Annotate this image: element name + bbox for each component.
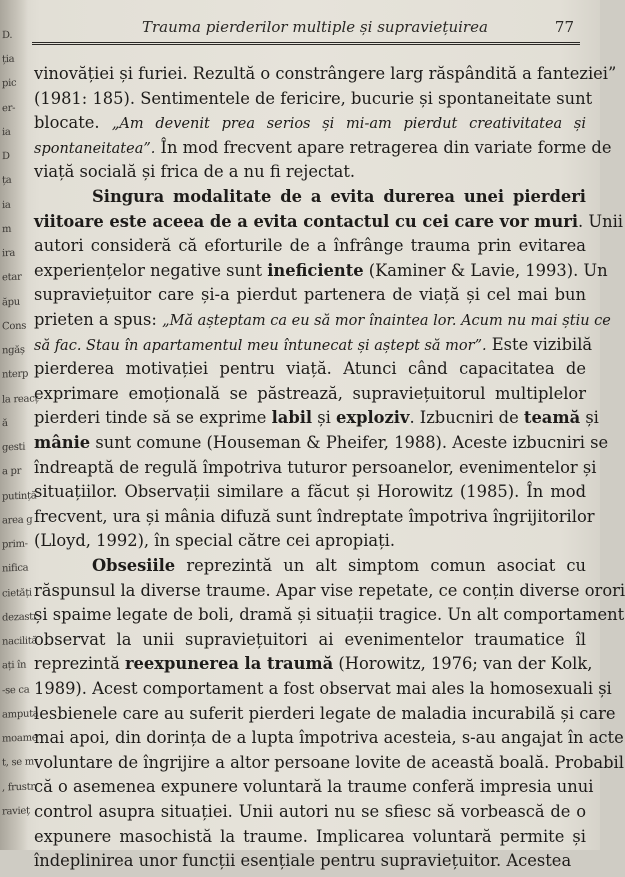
running-header	[32, 12, 580, 45]
italic-quote: „Mă așteptam ca eu să mor înaintea lor. Acum nu mai știu ce	[162, 313, 611, 329]
text-line	[34, 630, 586, 656]
text-run: vinovăției și furiei. Rezultă o constrângere larg răspândită a fanteziei”	[34, 64, 617, 83]
bleed-fragment: dezastr	[2, 611, 38, 624]
header-title: Trauma pierderilor multiple și supraviețuirea	[142, 18, 488, 36]
bleed-fragment: D	[2, 151, 10, 163]
bleed-fragment: t, se m	[2, 756, 34, 769]
bleed-fragment: gesti	[2, 441, 26, 454]
bold-emphasis: ineficiente	[267, 260, 364, 280]
text-run: și spaime legate de boli, dramă și situații tragice. Un alt comportament	[34, 605, 625, 625]
text-line	[34, 162, 586, 188]
bleed-fragment: ia	[2, 126, 11, 139]
italic-quote: spontaneitatea”.	[34, 140, 156, 157]
bleed-fragment: la reacț	[2, 392, 39, 406]
text-run: îndreaptă de regulă împotriva tuturor persoanelor, evenimentelor și	[34, 457, 597, 477]
text-run: pierderi tinde să se exprime	[34, 408, 272, 428]
bleed-fragment: nifica	[2, 562, 29, 575]
bleed-fragment: ia	[2, 199, 11, 211]
text-run: situațiilor. Observații similare a făcut și Horowitz (1985). În mod	[34, 482, 586, 502]
bleed-fragment: Cons	[2, 320, 27, 333]
text-line	[34, 580, 625, 607]
text-run: și	[580, 408, 599, 428]
text-run: (Lloyd, 1992), în special către cei apropiați.	[34, 531, 396, 551]
text-run: (1981: 185). Sentimentele de fericire, bucurie și spontaneitate sunt	[34, 88, 593, 108]
text-run: . Unii	[578, 211, 623, 231]
text-line	[34, 752, 624, 779]
text-run: îndeplinirea unor funcții esențiale pentru supraviețuitor. Acestea	[34, 851, 572, 871]
text-run: viață socială și frica de a nu fi rejectat.	[34, 162, 356, 182]
bleed-fragment: ă	[2, 417, 8, 429]
text-line	[34, 482, 586, 508]
bleed-fragment: etar	[2, 272, 22, 284]
text-run: control asupra situației. Unii autori nu se sfiesc să vorbească de o	[34, 802, 586, 821]
text-run: mai apoi, din dorința de a lupta împotriva acesteia, s-au angajat în acte	[34, 728, 624, 748]
bleed-fragment: D.	[2, 29, 13, 42]
bleed-fragment: ravieț	[2, 805, 30, 818]
page-number: 77	[554, 18, 574, 36]
text-line	[34, 802, 586, 828]
text-run: (Kaminer & Lavie, 1993). Un	[363, 260, 608, 280]
bleed-fragment: putință	[2, 489, 37, 503]
text-run: și	[312, 408, 337, 428]
facing-page-bleed	[0, 0, 39, 850]
text-line	[34, 187, 586, 213]
bleed-fragment: ța	[2, 175, 12, 187]
text-run: experiențelor negative sunt	[34, 260, 268, 280]
text-line	[34, 703, 616, 730]
text-run: reprezintă	[34, 654, 125, 674]
text-run: voluntare de îngrijire a altor persoane lovite de această boală. Probabil	[34, 752, 624, 772]
text-run: frecvent, ura și mânia difuză sunt îndreptate împotriva îngrijitorilor	[34, 506, 595, 526]
text-line	[34, 285, 586, 311]
bold-emphasis: exploziv	[336, 408, 410, 428]
text-run: În mod frecvent apare retragerea din variate forme de	[155, 137, 612, 157]
text-run: exprimare emoțională se păstrează, supraviețuitorul multiplelor	[34, 383, 586, 403]
text-run: 1989). Acest comportament a fost observat mai ales la homosexuali și	[34, 679, 612, 698]
bleed-fragment: ngăș	[2, 344, 25, 357]
text-line	[34, 531, 586, 557]
text-run: prieten a spus:	[34, 310, 163, 329]
text-line	[34, 88, 593, 115]
text-run: observat la unii supraviețuitori ai evenimentelor traumatice îl	[34, 629, 586, 649]
bleed-fragment: moame	[2, 732, 38, 745]
bleed-fragment: , frustr	[2, 780, 35, 794]
bold-emphasis: Singura modalitate de a evita durerea unei pierderi	[92, 187, 586, 206]
bleed-fragment: m	[2, 223, 12, 236]
bleed-fragment: area g	[2, 514, 33, 527]
text-line	[34, 137, 612, 164]
bold-emphasis: labil	[271, 408, 313, 428]
text-line	[34, 851, 586, 877]
text-run: supraviețuitor care și-a pierdut partenera de viață și cel mai bun	[34, 285, 586, 305]
text-run: expunere masochistă la traume. Implicarea voluntară permite și	[34, 826, 586, 846]
text-line	[34, 384, 586, 410]
text-line	[34, 777, 594, 803]
text-run: blocate.	[34, 113, 112, 133]
text-run: reprezintă un alt simptom comun asociat cu	[175, 556, 586, 575]
bleed-fragment: cietăți	[2, 587, 32, 600]
text-line	[34, 605, 625, 631]
text-line	[34, 728, 624, 754]
italic-quote: să fac. Stau în apartamentul meu întunecat și aștept să mor”.	[34, 337, 487, 354]
bleed-fragment: ați în	[2, 659, 27, 672]
text-line	[34, 827, 586, 853]
bold-emphasis: reexpunerea la traumă	[124, 654, 334, 674]
bold-emphasis: Obsesiile	[92, 556, 176, 575]
bleed-fragment: prim-	[2, 538, 28, 551]
text-line	[34, 457, 597, 484]
text-line	[34, 359, 586, 385]
text-line	[34, 334, 593, 361]
italic-quote: „Am devenit prea serios și mi-am pierdut creativitatea și	[111, 116, 586, 133]
text-run: răspunsul la diverse traume. Apar vise repetate, ce conțin diverse orori	[34, 580, 625, 600]
text-line	[34, 64, 617, 90]
bleed-fragment: ția	[2, 54, 15, 66]
text-line	[34, 260, 608, 287]
text-line	[34, 556, 586, 582]
bleed-fragment: a pr	[2, 466, 22, 478]
bold-emphasis: viitoare este aceea de a evita contactul cu cei care vor muri	[34, 211, 579, 231]
text-run: Este vizibilă	[486, 334, 593, 354]
text-line	[34, 433, 609, 459]
text-run: sunt comune (Houseman & Pheifer, 1988). Aceste izbucniri se	[90, 433, 609, 452]
text-run: . Izbucniri de	[409, 408, 524, 428]
text-line	[34, 211, 623, 238]
bleed-fragment: nacilită	[2, 635, 38, 648]
text-run: că o asemenea expunere voluntară la traume conferă impresia unui	[34, 777, 594, 797]
text-line	[34, 506, 595, 533]
bleed-fragment: amputa	[2, 708, 39, 721]
bleed-fragment: ira	[2, 247, 16, 260]
text-line	[34, 679, 612, 705]
text-line	[34, 654, 593, 680]
bold-emphasis: teamă	[523, 408, 581, 428]
text-run: autori consideră că eforturile de a înfrânge trauma prin evitarea	[34, 236, 586, 256]
text-line	[34, 310, 611, 336]
bleed-fragment: ăpu	[2, 296, 20, 308]
bleed-fragment: nterp	[2, 368, 29, 381]
bleed-fragment: -se ca	[2, 684, 30, 697]
text-run: lesbienele care au suferit pierderi legate de maladia incurabilă și care	[34, 703, 616, 723]
bleed-fragment: er-	[2, 102, 16, 114]
text-line	[34, 236, 586, 262]
bleed-fragment: pic	[2, 78, 17, 90]
text-line	[34, 408, 599, 434]
text-run: pierderea motivației pentru viață. Atunci când capacitatea de	[34, 359, 586, 379]
text-run: (Horowitz, 1976; van der Kolk,	[333, 654, 593, 674]
bold-emphasis: mânie	[34, 433, 91, 452]
text-line	[34, 113, 586, 139]
